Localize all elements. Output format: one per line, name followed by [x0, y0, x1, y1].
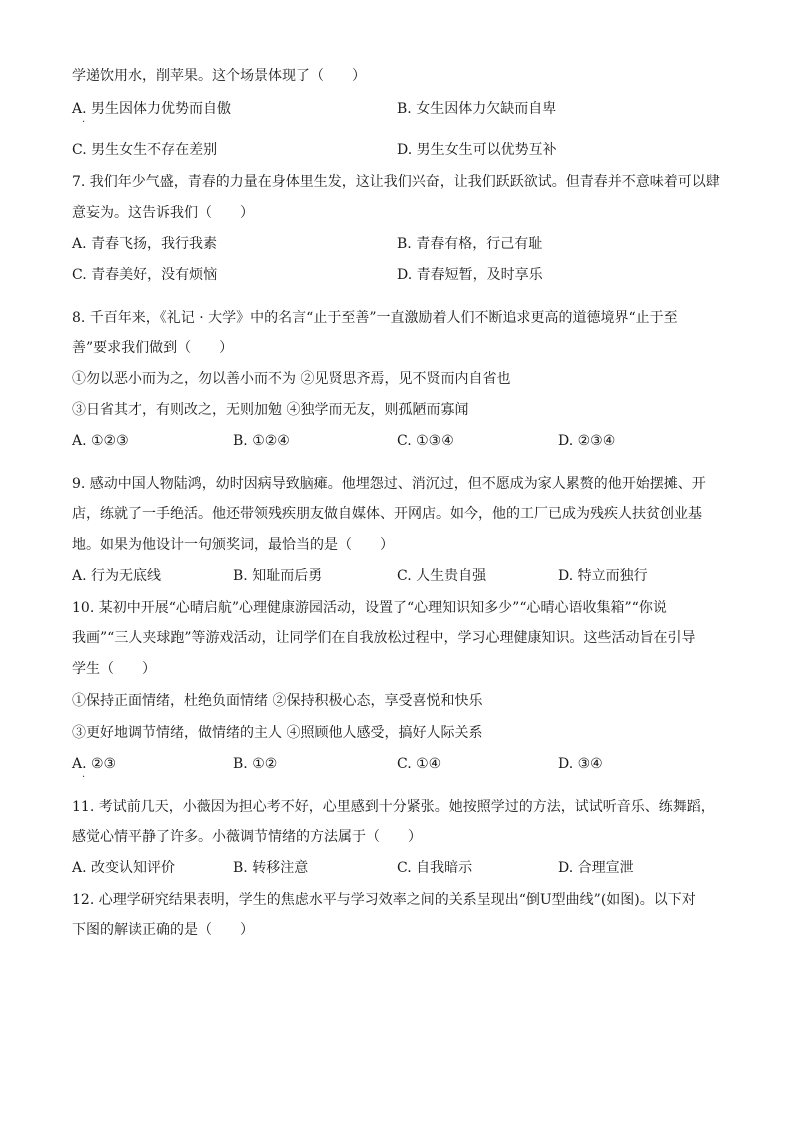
q7-option-a: A. 青春飞扬，我行我素 [72, 236, 218, 252]
q9-option-d: D. 特立而独行 [558, 568, 648, 584]
q10-stem-line3: 学生（ ） [72, 661, 156, 677]
q11-option-b: B. 转移注意 [233, 860, 309, 876]
print-dot: · [82, 772, 86, 783]
q9-stem-line2: 店，练就了一手绝活。他还带领残疾朋友做自媒体、开网店。如今，他的工厂已成为残疾人扶贫创业基 [72, 506, 702, 522]
q7-stem-line2: 意妄为。这告诉我们（ ） [72, 205, 254, 221]
q10-statements-line1: ①保持正面情绪，杜绝负面情绪 ②保持积极心态，享受喜悦和快乐 [72, 693, 483, 709]
q9-stem-line1: 9. 感动中国人物陆鸿，幼时因病导致脑瘫。他埋怨过、消沉过，但不愿成为家人累赘的他开始摆摊、开 [72, 476, 706, 492]
q6-stem-tail: 学递饮用水，削苹果。这个场景体现了（ ） [72, 68, 366, 84]
q6-option-c: C. 男生女生不存在差别 [72, 142, 218, 158]
q11-option-c: C. 自我暗示 [397, 860, 473, 876]
q10-stem-line2: 我画”“三人夹球跑”等游戏活动，让同学们在自我放松过程中，学习心理健康知识。这些活动旨在引导 [72, 630, 696, 646]
q12-stem-line2: 下图的解读正确的是（ ） [72, 922, 254, 938]
q11-option-a: A. 改变认知评价 [72, 860, 176, 876]
q8-option-d: D. ②③④ [558, 433, 616, 449]
q8-statements-line2: ③日省其才，有则改之，无则加勉 ④独学而无友，则孤陋而寡闻 [72, 402, 469, 418]
q7-stem-line1: 7. 我们年少气盛，青春的力量在身体里生发，这让我们兴奋，让我们跃跃欲试。但青春并不意味着可以肆 [72, 174, 720, 190]
q10-stem-line1: 10. 某初中开展“心晴启航”心理健康游园活动，设置了“心理知识知多少”“心晴心语收集箱”“你说 [72, 600, 667, 616]
q8-stem-line2: 善”要求我们做到（ ） [72, 340, 234, 356]
q12-stem-line1: 12. 心理学研究结果表明，学生的焦虑水平与学习效率之间的关系呈现出“倒U型曲线”(如图)。以下对 [72, 892, 696, 908]
q8-stem-line1: 8. 千百年来，《礼记 · 大学》中的名言“止于至善”一直激励着人们不断追求更高的道德境界“止于至 [72, 310, 678, 326]
q9-option-a: A. 行为无底线 [72, 568, 162, 584]
print-dot: · [82, 117, 86, 128]
q8-option-c: C. ①③④ [397, 433, 454, 449]
q9-option-b: B. 知耻而后勇 [233, 568, 323, 584]
q7-option-d: D. 青春短暂，及时享乐 [397, 267, 543, 283]
q10-option-d: D. ③④ [558, 756, 603, 772]
q8-option-b: B. ①②④ [233, 433, 290, 449]
q10-statements-line2: ③更好地调节情绪，做情绪的主人 ④照顾他人感受，搞好人际关系 [72, 725, 483, 741]
q10-option-a: A. ②③ [72, 756, 117, 772]
q6-option-a: A. 男生因体力优势而自傲 [72, 101, 232, 117]
q11-option-d: D. 合理宣泄 [558, 860, 634, 876]
q6-option-b: B. 女生因体力欠缺而自卑 [397, 101, 557, 117]
q7-option-c: C. 青春美好，没有烦恼 [72, 267, 218, 283]
q9-option-c: C. 人生贵自强 [397, 568, 487, 584]
q10-option-b: B. ①② [233, 756, 278, 772]
q11-stem-line2: 感觉心情平静了许多。小薇调节情绪的方法属于（ ） [72, 829, 422, 845]
q8-statements-line1: ①勿以恶小而为之，勿以善小而不为 ②见贤思齐焉，见不贤而内自省也 [72, 371, 511, 387]
q10-option-c: C. ①④ [397, 756, 442, 772]
q6-option-d: D. 男生女生可以优势互补 [397, 142, 557, 158]
q11-stem-line1: 11. 考试前几天，小薇因为担心考不好，心里感到十分紧张。她按照学过的方法，试试听音乐、练舞蹈， [72, 799, 715, 815]
q8-option-a: A. ①②③ [72, 433, 129, 449]
q9-stem-line3: 地。如果为他设计一句颁奖词，最恰当的是（ ） [72, 537, 394, 553]
q7-option-b: B. 青春有格，行己有耻 [397, 236, 543, 252]
